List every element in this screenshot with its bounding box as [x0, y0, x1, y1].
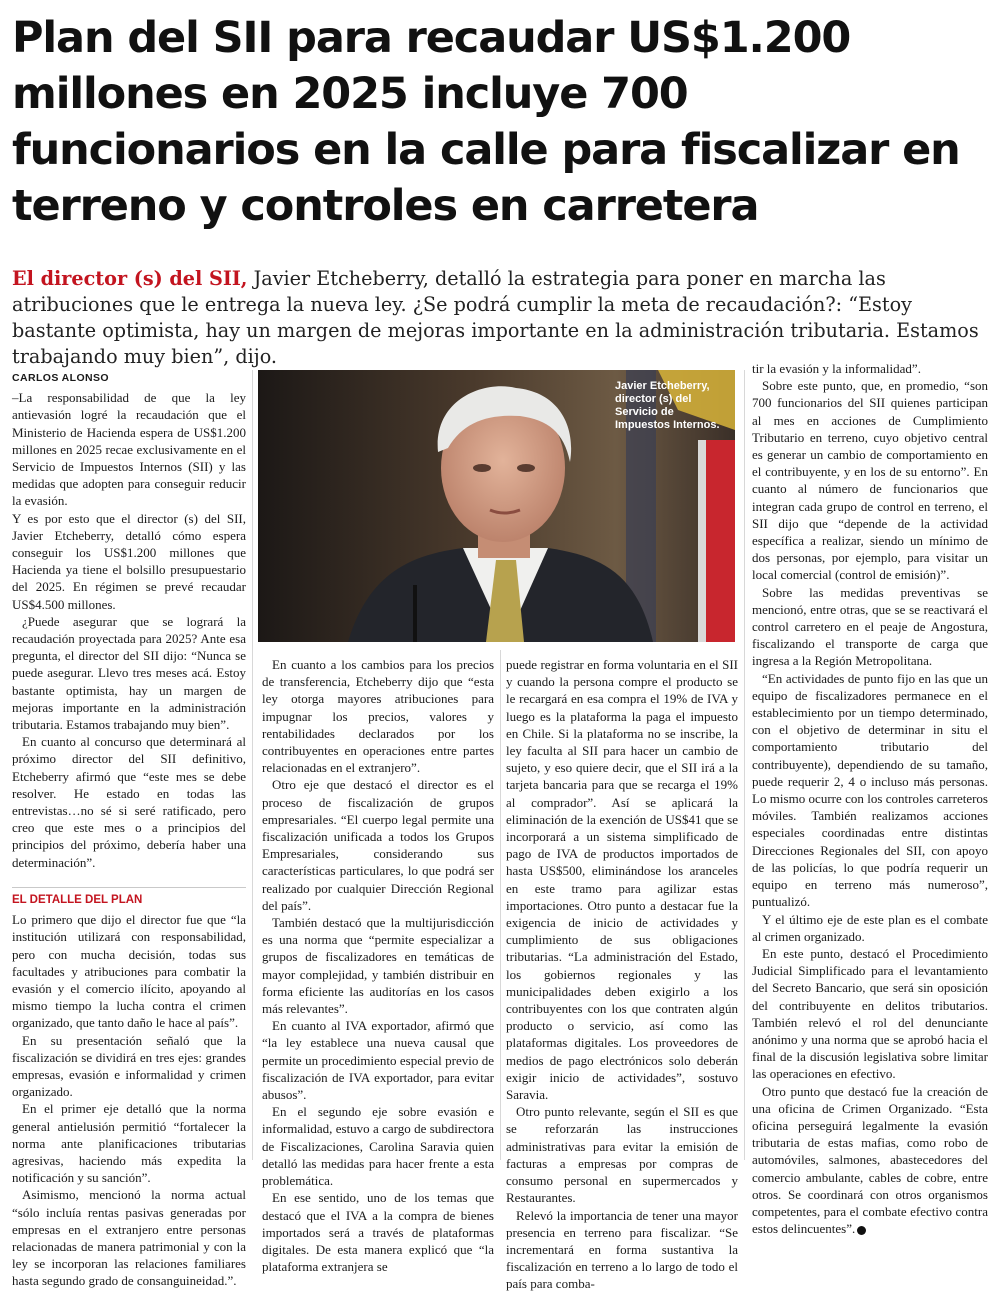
end-of-article-icon [857, 1226, 866, 1235]
column-divider [500, 650, 501, 1160]
paragraph: En cuanto al IVA exportador, afirmó que “la ley establece una nueva causal que permite un procedimiento especial previo de fiscalización de IVA exportador, para evitar abusos”. [262, 1018, 494, 1103]
section-subhead: EL DETALLE DEL PLAN [12, 887, 246, 909]
column-divider [252, 370, 253, 1160]
paragraph: En su presentación señaló que la fiscalización se dividirá en tres ejes: grandes empresas, evasión e informalidad y crimen organizado. [12, 1032, 246, 1100]
column-1 [12, 370, 246, 1290]
paragraph: puede registrar en forma voluntaria en el SII y cuando la persona compre el producto se le recargará en esa compra el 19% de IVA y luego es la plataforma la paga el impuesto en Chile. Si la plataforma no se inscribe, la ley faculta al SII para hacer un cambio de sujeto, y eso quiere decir, que el SII irá a la tarjeta bancaria para que se recarga el 19% al comprador”. Así se aplicará la eliminación de la exención de US$41 que se incorporará a un sistema simplificado de pago de IVA de productos importados de hasta US$500, eliminándose los aranceles en este tramo para agilizar estas importaciones. Otro punto a destacar fue la exigencia de inicio de actividades y cumplimiento de sus obligaciones tributarias. “La administración del Estado, los gobiernos regionales y las municipalidades deben exigirlo a los contribuyentes con los que contraten algún producto o servicio, así como las plataformas digitales. Los proveedores de medios de pago electrónicos solo deberán exigir inicio de actividades”, sostuvo Saravia. [506, 657, 738, 1103]
paragraph: Sobre las medidas preventivas se mencionó, entre otras, que se se reactivará el control carretero en el peaje de Angostura, fiscalizando el transporte de carga que ingresa a la Región Metropolitana. [752, 584, 988, 669]
paragraph: En el primer eje detalló que la norma general antielusión permitió “fortalecer la norma ante planificaciones tributarias agresivas, haciendo más expedita la notificación y su sanción”. [12, 1101, 246, 1186]
paragraph: Y es por esto que el director (s) del SII, Javier Etcheberry, detalló cómo espera conseguir los US$1.200 millones que Hacienda ya tiene el bolsillo presupuestario del 2025. En régimen se prevé recaudar US$4.500 millones. [12, 510, 246, 612]
paragraph: Relevó la importancia de tener una mayor presencia en terreno para fiscalizar. “Se incrementará en forma sustantiva la fiscalización en terreno a lo largo de todo el país para comba- [506, 1207, 738, 1292]
lead-paragraph [12, 266, 988, 370]
paragraph: Asimismo, mencionó la norma actual “sólo incluía rentas pasivas generadas por empresas en el extranjero entre personas relacionadas de manera patrimonial y con la ley se incorporan las relaciones familiares hasta segundo grado de consanguineidad.”. [12, 1187, 246, 1289]
paragraph: En este punto, destacó el Procedimiento Judicial Simplificado para el levantamiento del Secreto Bancario, que será sin oposición del contribuyente en delitos tributarios. También relevó el rol del denunciante anónimo y una norma que se aprobó hacia el final de la discusión legislativa sobre limitar las operaciones en efectivo. [752, 945, 988, 1082]
paragraph: También destacó que la multijurisdicción es una norma que “permite especializar a grupos de fiscalizadores en temáticas de mayor complejidad, y también distribuir en forma eficiente las auditorías en los casos más relevantes”. [262, 915, 494, 1017]
lead-kicker: El director (s) del SII, [12, 267, 248, 290]
paragraph: Y el último eje de este plan es el combate al crimen organizado. [752, 911, 988, 944]
headline: Plan del SII para recaudar US$1.200 millones en 2025 incluye 700 funcionarios en la calle para fiscalizar en terreno y controles en carretera [12, 13, 960, 231]
photo-caption: Javier Etcheberry, director (s) del Servicio de Impuestos Internos. [615, 380, 720, 431]
paragraph: Sobre este punto, que, en promedio, “son 700 funcionarios del SII quienes participan al mes en acciones de Cumplimiento Tributario en terreno, cuyo objetivo central es generar un cambio de comportamiento en el contribuyente, y en los de su entorno”. En cuanto al número de funcionarios que integran cada grupo de control en terreno, el SII dijo que “depende de la actividad específica a realizar, siendo un mínimo de dos personas, por ejemplo, para visitar un local comercial (control de emisión)”. [752, 378, 988, 583]
column-divider [744, 370, 745, 1160]
paragraph: Lo primero que dijo el director fue que “la institución utilizará con responsabilidad, pero con mucha decisión, todas sus facultades y atribuciones para combatir la evasión y el comercio ilícito, apoyando al mismo tiempo la lucha contra el crimen organizado, que tanto daño le hace al país”. [12, 912, 246, 1031]
paragraph: ¿Puede asegurar que se logrará la recaudación proyectada para 2025? Ante esa pregunta, el director del SII dijo: “Nunca se puede asegurar. Llevo tres meses acá. Estoy bastante optimista, hay un margen de mejoras importante en la administración tributaria. Estamos trabajando muy bien”. [12, 613, 246, 733]
paragraph: Otro punto relevante, según el SII es que se reforzarán las instrucciones administrativas para evitar la emisión de facturas a empresas por compras de consumo personal en supermercados y Restaurantes. [506, 1104, 738, 1206]
paragraph: “En actividades de punto fijo en las que un equipo de fiscalizadores permanece en el establecimiento por un tiempo determinado, con el objetivo de determinar in situ el comportamiento tributario del contribuyente), dependiendo de su tamaño, puede requerir 2, 4 o incluso más personas. Lo mismo ocurre con los controles carreteros móviles. También realizamos acciones especiales coordinadas entre distintas Direcciones Regionales del SII, con apoyo de las policías, lo que podría requerir un equipo en terreno más numeroso”, puntualizó. [752, 670, 988, 910]
paragraph: tir la evasión y la informalidad”. [752, 361, 921, 376]
paragraph: En cuanto al concurso que determinará al próximo director del SII definitivo, Etcheberry afirmó que “este mes se debe resolver. He estado en todas las entrevistas…no sé si seré ratificado, pero creo que este mes o a principios del principios del próximo, debería haber una determinación”. [12, 734, 246, 870]
paragraph: –La responsabilidad de que la ley antievasión logré la recaudación que el Ministerio de Hacienda espera de US$1.200 millones en 2025 recae exclusivamente en el Servicio de Impuestos Internos (SII) y las medidas que adopten para conseguir reducir la evasión. [12, 390, 246, 509]
column-2 [262, 656, 494, 1275]
column-4 [752, 360, 988, 1237]
column-3 [506, 656, 738, 1293]
paragraph: En cuanto a los cambios para los precios de transferencia, Etcheberry dijo que “esta ley otorga mayores atribuciones para impugnar los precios, valores y rentabilidades declarados por los contribuyentes en operaciones entre partes relacionadas en el extranjero”. [262, 657, 494, 776]
paragraph: Otro eje que destacó el director es el proceso de fiscalización de grupos empresariales. “El cuerpo legal permite una fiscalización unificada a todos los Grupos Empresariales, considerando sus características particulares, lo que podrá ser realizado por cualquier Dirección Regional del país”. [262, 777, 494, 913]
paragraph: En ese sentido, uno de los temas que destacó que el IVA a la compra de bienes importados será a través de plataformas digitales. De esta manera explicó que “la plataforma extranjera se [262, 1190, 494, 1275]
photo-javier-etcheberry [258, 370, 735, 642]
paragraph: En el segundo eje sobre evasión e informalidad, estuvo a cargo de subdirectora de Fiscalizaciones, Carolina Saravia quien detalló las medidas para hacer frente a esta problemática. [262, 1104, 494, 1189]
paragraph-text: Otro punto que destacó fue la creación de una oficina de Crimen Organizado. “Esta oficina perseguirá legalmente la evasión tributaria de estas mafias, como robo de automóviles, salmones, abastecedores del comercio ambulante, cables de cobre, entre otros. Se coordinará con otros organismos competentes, para el combate efectivo contra estos delincuentes”. [752, 1083, 988, 1237]
lead-text: Javier Etcheberry, detalló la estrategia para poner en marcha las atribuciones que le entrega la nueva ley. ¿Se podrá cumplir la meta de recaudación?: “Estoy bastante optimista, hay un margen de mejoras importante en la administración tributaria. Estamos trabajando muy bien”, dijo. [12, 267, 979, 368]
paragraph [752, 1083, 988, 1238]
byline: CARLOS ALONSO [12, 372, 109, 384]
